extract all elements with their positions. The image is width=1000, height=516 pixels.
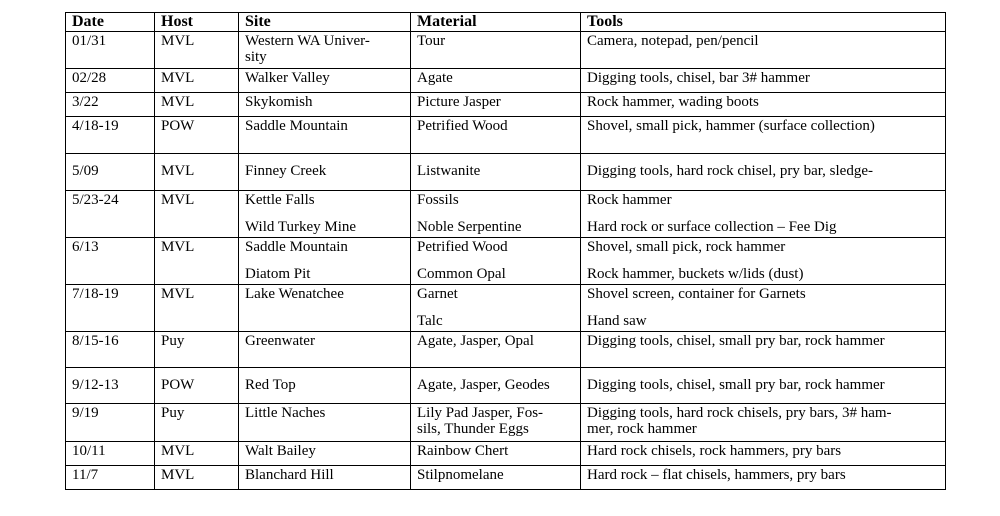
- cell-tools: [581, 404, 946, 442]
- cell-tools: [581, 191, 946, 238]
- cell-tools-line: Hard rock – flat chisels, hammers, pry bars: [587, 467, 846, 483]
- cell-host-text: POW: [161, 118, 195, 134]
- cell-host: [155, 93, 239, 117]
- cell-material-line: Picture Jasper: [417, 94, 501, 110]
- cell-tools: [581, 154, 946, 191]
- cell-tools-line: Digging tools, chisel, small pry bar, rock hammer: [587, 377, 885, 393]
- cell-host: [155, 466, 239, 490]
- cell-material-line: Listwanite: [417, 163, 481, 179]
- cell-material-line: Agate, Jasper, Opal: [417, 333, 534, 349]
- cell-material: [411, 442, 581, 466]
- cell-host-text: MVL: [161, 163, 195, 179]
- cell-host-text: MVL: [161, 286, 195, 302]
- cell-tools: [581, 368, 946, 404]
- cell-host: [155, 32, 239, 69]
- cell-material-line: Noble Serpentine: [417, 219, 522, 235]
- cell-material-line: sils, Thunder Eggs: [417, 421, 529, 437]
- cell-date-text: 02/28: [72, 70, 107, 86]
- table-row: [66, 191, 946, 238]
- cell-tools: [581, 32, 946, 69]
- cell-site-line: Walt Bailey: [245, 443, 316, 459]
- cell-host: [155, 368, 239, 404]
- cell-date-text: 9/12-13: [72, 377, 119, 393]
- cell-date: [66, 285, 155, 332]
- cell-material: [411, 154, 581, 191]
- cell-material-line: Common Opal: [417, 266, 506, 282]
- cell-host-text: MVL: [161, 192, 195, 208]
- cell-host-text: POW: [161, 377, 195, 393]
- cell-host: [155, 117, 239, 154]
- cell-date-text: 01/31: [72, 33, 107, 49]
- cell-site: [239, 32, 411, 69]
- cell-material-line: Talc: [417, 313, 443, 329]
- cell-tools-line: Hard rock or surface collection – Fee Dig: [587, 219, 837, 235]
- cell-site: [239, 191, 411, 238]
- cell-material-line: Agate, Jasper, Geodes: [417, 377, 550, 393]
- cell-site-line: Diatom Pit: [245, 266, 311, 282]
- cell-host: [155, 238, 239, 285]
- cell-tools-line: Hand saw: [587, 313, 647, 329]
- cell-date-text: 3/22: [72, 94, 99, 110]
- cell-tools: [581, 466, 946, 490]
- cell-date-text: 8/15-16: [72, 333, 119, 349]
- cell-material: [411, 191, 581, 238]
- cell-host-text: MVL: [161, 467, 195, 483]
- cell-date: [66, 154, 155, 191]
- cell-site: [239, 69, 411, 93]
- cell-site-line: Kettle Falls: [245, 192, 315, 208]
- cell-tools: [581, 332, 946, 368]
- cell-host: [155, 404, 239, 442]
- cell-tools: [581, 285, 946, 332]
- cell-site-line: Wild Turkey Mine: [245, 219, 357, 235]
- cell-host-text: Puy: [161, 405, 185, 421]
- header-host: Host: [155, 13, 239, 32]
- cell-site: [239, 466, 411, 490]
- cell-date: [66, 93, 155, 117]
- cell-material-line: Rainbow Chert: [417, 443, 509, 459]
- cell-host-text: MVL: [161, 94, 195, 110]
- table-row: [66, 32, 946, 69]
- cell-site: [239, 368, 411, 404]
- cell-host: [155, 285, 239, 332]
- table-row: [66, 332, 946, 368]
- cell-site: [239, 93, 411, 117]
- cell-site: [239, 117, 411, 154]
- table-row: [66, 117, 946, 154]
- cell-site-line: Finney Creek: [245, 163, 327, 179]
- cell-tools: [581, 69, 946, 93]
- cell-date-text: 11/7: [72, 467, 99, 483]
- cell-site-line: sity: [245, 49, 267, 65]
- table-row: [66, 238, 946, 285]
- cell-date-text: 9/19: [72, 405, 99, 421]
- cell-site-line: Lake Wenatchee: [245, 286, 344, 302]
- cell-tools-line: Digging tools, chisel, small pry bar, rock hammer: [587, 333, 885, 349]
- table-row: [66, 442, 946, 466]
- cell-host-text: MVL: [161, 33, 195, 49]
- header-row: [66, 13, 946, 32]
- cell-material-line: Petrified Wood: [417, 239, 508, 255]
- cell-material: [411, 238, 581, 285]
- cell-tools-line: Hard rock chisels, rock hammers, pry bars: [587, 443, 842, 459]
- cell-material-line: Fossils: [417, 192, 459, 208]
- cell-date-text: 5/09: [72, 163, 99, 179]
- table-row: [66, 93, 946, 117]
- cell-host-text: MVL: [161, 70, 195, 86]
- cell-material: [411, 368, 581, 404]
- cell-tools-line: Shovel, small pick, hammer (surface collection): [587, 118, 875, 134]
- cell-material-line: Tour: [417, 33, 446, 49]
- table-row: [66, 154, 946, 191]
- cell-site-line: Red Top: [245, 377, 296, 393]
- cell-site-line: Greenwater: [245, 333, 315, 349]
- cell-date: [66, 466, 155, 490]
- cell-date-text: 4/18-19: [72, 118, 119, 134]
- table-row: [66, 404, 946, 442]
- cell-tools-line: Digging tools, hard rock chisel, pry bar, sledge-: [587, 163, 873, 179]
- cell-tools-line: Rock hammer, wading boots: [587, 94, 759, 110]
- cell-tools-line: Rock hammer, buckets w/lids (dust): [587, 266, 804, 282]
- cell-tools: [581, 442, 946, 466]
- cell-date: [66, 442, 155, 466]
- cell-tools: [581, 117, 946, 154]
- cell-material-line: Petrified Wood: [417, 118, 508, 134]
- cell-date: [66, 332, 155, 368]
- cell-site-line: Little Naches: [245, 405, 326, 421]
- cell-date: [66, 368, 155, 404]
- cell-date: [66, 117, 155, 154]
- cell-host-text: MVL: [161, 443, 195, 459]
- cell-date: [66, 404, 155, 442]
- cell-date-text: 7/18-19: [72, 286, 119, 302]
- cell-material: [411, 404, 581, 442]
- cell-site-line: Saddle Mountain: [245, 118, 348, 134]
- cell-material: [411, 466, 581, 490]
- cell-tools-line: Shovel screen, container for Garnets: [587, 286, 806, 302]
- cell-tools: [581, 238, 946, 285]
- cell-material-line: Agate: [417, 70, 453, 86]
- cell-material-line: Lily Pad Jasper, Fos-: [417, 405, 544, 421]
- cell-site: [239, 285, 411, 332]
- cell-tools-line: Digging tools, chisel, bar 3# hammer: [587, 70, 810, 86]
- cell-material: [411, 32, 581, 69]
- cell-date: [66, 32, 155, 69]
- cell-host: [155, 154, 239, 191]
- cell-date-text: 6/13: [72, 239, 99, 255]
- cell-material-line: Stilpnomelane: [417, 467, 504, 483]
- cell-site-line: Blanchard Hill: [245, 467, 334, 483]
- cell-material-line: Garnet: [417, 286, 458, 302]
- header-material: Material: [411, 13, 581, 32]
- cell-date: [66, 238, 155, 285]
- table-row: [66, 466, 946, 490]
- field-trip-table: [65, 12, 946, 490]
- table-row: [66, 69, 946, 93]
- cell-tools: [581, 93, 946, 117]
- cell-material: [411, 285, 581, 332]
- cell-host-text: MVL: [161, 239, 195, 255]
- cell-site-line: Saddle Mountain: [245, 239, 348, 255]
- cell-material: [411, 93, 581, 117]
- cell-site-line: Walker Valley: [245, 70, 330, 86]
- cell-site-line: Western WA Univer-: [245, 33, 370, 49]
- cell-site: [239, 442, 411, 466]
- cell-site: [239, 332, 411, 368]
- cell-date: [66, 191, 155, 238]
- cell-host: [155, 442, 239, 466]
- cell-site-line: Skykomish: [245, 94, 313, 110]
- cell-tools-line: mer, rock hammer: [587, 421, 697, 437]
- cell-site: [239, 404, 411, 442]
- cell-date-text: 10/11: [72, 443, 106, 459]
- table-row: [66, 285, 946, 332]
- cell-tools-line: Shovel, small pick, rock hammer: [587, 239, 786, 255]
- cell-tools-line: Camera, notepad, pen/pencil: [587, 33, 759, 49]
- cell-material: [411, 117, 581, 154]
- cell-host: [155, 191, 239, 238]
- cell-host: [155, 69, 239, 93]
- table-body: [66, 32, 946, 490]
- header-date: Date: [66, 13, 155, 32]
- cell-host-text: Puy: [161, 333, 185, 349]
- cell-material: [411, 332, 581, 368]
- cell-site: [239, 238, 411, 285]
- cell-date-text: 5/23-24: [72, 192, 119, 208]
- header-tools: Tools: [581, 13, 946, 32]
- header-site: Site: [239, 13, 411, 32]
- cell-site: [239, 154, 411, 191]
- table-row: [66, 368, 946, 404]
- cell-date: [66, 69, 155, 93]
- cell-tools-line: Digging tools, hard rock chisels, pry bars, 3# ham-: [587, 405, 892, 421]
- cell-tools-line: Rock hammer: [587, 192, 672, 208]
- cell-host: [155, 332, 239, 368]
- cell-material: [411, 69, 581, 93]
